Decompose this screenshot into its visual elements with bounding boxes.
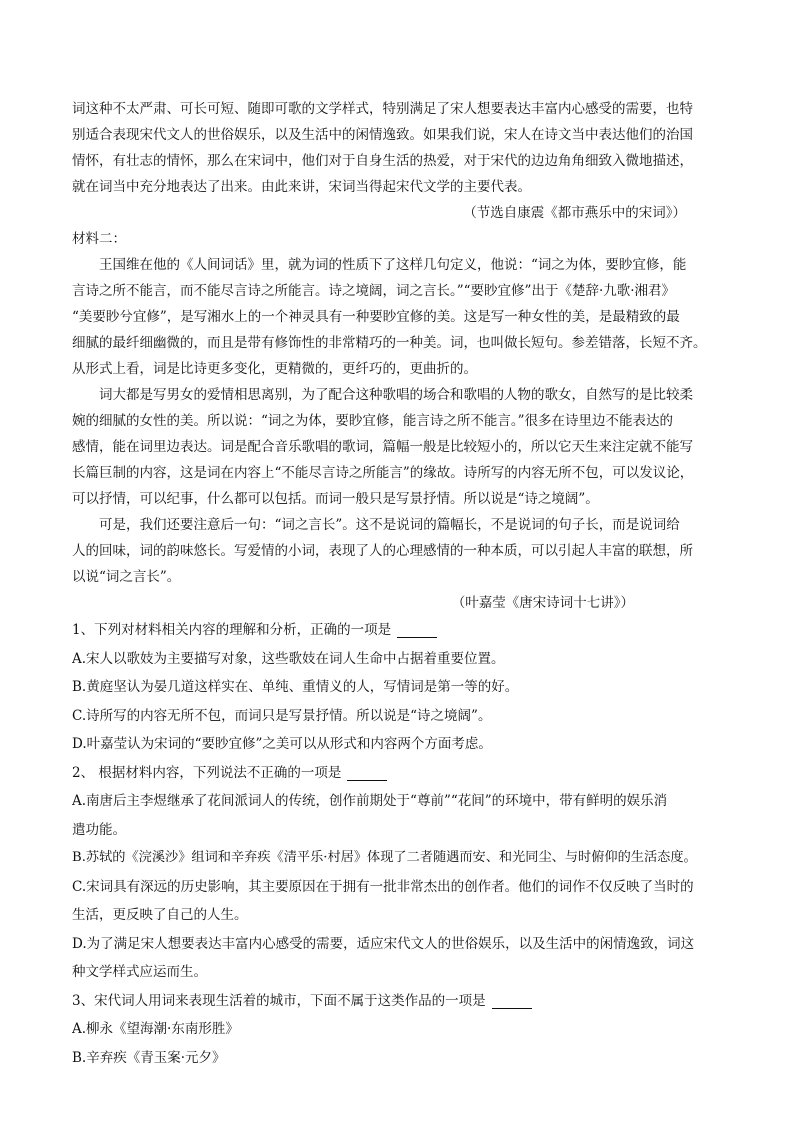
material2-paragraph-1 — [72, 252, 722, 382]
answer-blank[interactable] — [347, 766, 387, 781]
answer-blank[interactable] — [492, 994, 532, 1009]
question-3 — [72, 987, 722, 1073]
text-line: 言诗之所不能言，而不能尽言诗之所能言。诗之境阔，词之言长。”“要眇宜修”出于《楚辞·九歌·湘君》 — [72, 283, 676, 299]
text-line: 情怀，有壮志的情怀，那么在宋词中，他们对于自身生活的热爱，对于宋代的边边角角细致入微地描述， — [72, 153, 693, 169]
text-line: 以说“词之言长”。 — [72, 569, 181, 585]
material2-paragraph-3 — [72, 512, 722, 590]
option-d-continued: 种文学样式应运而生。 — [72, 964, 207, 980]
option-b: B.苏轼的《浣溪沙》组词和辛弃疾《清平乐·村居》体现了二者随遇而安、和光同尘、与时俯仰的生活态度。 — [72, 850, 697, 865]
option-a: A.南唐后主李煜继承了花间派词人的传统，创作前期处于“尊前”“花间”的环境中，带有鲜明的娱乐消 — [72, 793, 668, 809]
question-stem — [72, 987, 722, 1016]
source-citation-2: （叶嘉莹《唐宋诗词十七讲》） — [451, 595, 634, 611]
answer-blank[interactable] — [397, 623, 437, 638]
option-d: D.叶嘉莹认为宋词的“要眇宜修”之美可以从形式和内容两个方面考虑。 — [72, 736, 492, 752]
exam-page — [72, 96, 722, 1072]
text-line: 词这种不太严肃、可长可短、随即可歌的文学样式，特别满足了宋人想要表达丰富内心感受的需要，也特 — [72, 101, 693, 117]
text-line: 可以抒情，可以纪事，什么都可以包括。而词一般只是写景抒情。所以说是“诗之境阔”。 — [72, 491, 599, 507]
option-b: B.辛弃疾《青玉案·元夕》 — [72, 1049, 226, 1066]
text-line: 可是，我们还要注意后一句：“词之言长”。这不是说词的篇幅长，不是说词的句子长，而是说词给 — [99, 517, 680, 533]
question-stem — [72, 759, 722, 788]
question-2 — [72, 759, 722, 987]
text-line: 别适合表现宋代文人的世俗娱乐，以及生活中的闲情逸致。如果我们说，宋人在诗文当中表达他们的治国 — [72, 127, 693, 143]
question-stem-text: 2、 根据材料内容，下列说法不正确的一项是 — [72, 764, 342, 781]
option-d: D.为了满足宋人想要表达丰富内心感受的需要，适应宋代文人的世俗娱乐，以及生活中的闲情逸致，词这 — [72, 935, 695, 952]
option-a-continued: 遣功能。 — [72, 821, 126, 838]
text-line: 感情，能在词里边表达。词是配合音乐歌唱的歌词，篇幅一般是比较短小的，所以它天生来注定就不能写 — [72, 439, 693, 455]
material2-paragraph-2 — [72, 382, 722, 512]
option-c: C.诗所写的内容无所不包，而词只是写景抒情。所以说是“诗之境阔”。 — [72, 707, 492, 724]
option-a: A.柳永《望海潮·东南形胜》 — [72, 1021, 239, 1037]
text-line: 细腻的最纤细幽微的，而且是带有修饰性的非常精巧的一种美。词，也叫做长短句。参差错落，长短不齐。 — [72, 335, 707, 351]
material2-heading: 材料二： — [72, 231, 126, 247]
text-line: 词大都是写男女的爱情相思离别，为了配合这种歌唱的场合和歌唱的人物的歌女，自然写的是比较柔 — [99, 387, 693, 403]
text-line: 从形式上看，词是比诗更多变化，更精微的，更纤巧的，更曲折的。 — [72, 361, 477, 377]
text-line: 王国维在他的《人间词话》里，就为词的性质下了这样几句定义，他说：“词之为体，要眇宜修，能 — [99, 257, 687, 273]
text-line: 人的回味，词的韵味悠长。写爱情的小词，表现了人的心理感情的一种本质，可以引起人丰富的联想，所 — [72, 543, 693, 559]
option-b: B.黄庭坚认为晏几道这样实在、单纯、重情义的人，写情词是第一等的好。 — [72, 679, 519, 695]
text-line: 婉的细腻的女性的美。所以说：“词之为体，要眇宜修，能言诗之所不能言。”很多在诗里边不能表达的 — [72, 413, 674, 429]
text-line: 长篇巨制的内容，这是词在内容上“不能尽言诗之所能言”的缘故。诗所写的内容无所不包，可以发议论， — [72, 465, 694, 481]
option-c-continued: 生活，更反映了自己的人生。 — [72, 907, 248, 923]
question-stem-text: 1、下列对材料相关内容的理解和分析，正确的一项是 — [72, 622, 392, 638]
source-citation-1: （节选自康震《都市燕乐中的宋词》） — [463, 205, 686, 221]
question-stem-text: 3、宋代词人用词来表现生活着的城市，下面不属于这类作品的一项是 — [72, 992, 486, 1009]
question-stem — [72, 616, 722, 645]
option-a: A.宋人以歌妓为主要描写对象，这些歌妓在词人生命中占据着重要位置。 — [72, 650, 505, 667]
text-line: 就在词当中充分地表达了出来。由此来讲，宋词当得起宋代文学的主要代表。 — [72, 179, 531, 195]
question-1 — [72, 616, 722, 759]
text-line: “美要眇兮宜修”，是写湘水上的一个神灵具有一种要眇宜修的美。这是写一种女性的美，是最精致的最 — [72, 309, 680, 325]
option-c: C.宋词具有深远的历史影响，其主要原因在于拥有一批非常杰出的创作者。他们的词作不仅反映了当时的 — [72, 878, 694, 895]
material1-tail — [72, 96, 722, 200]
